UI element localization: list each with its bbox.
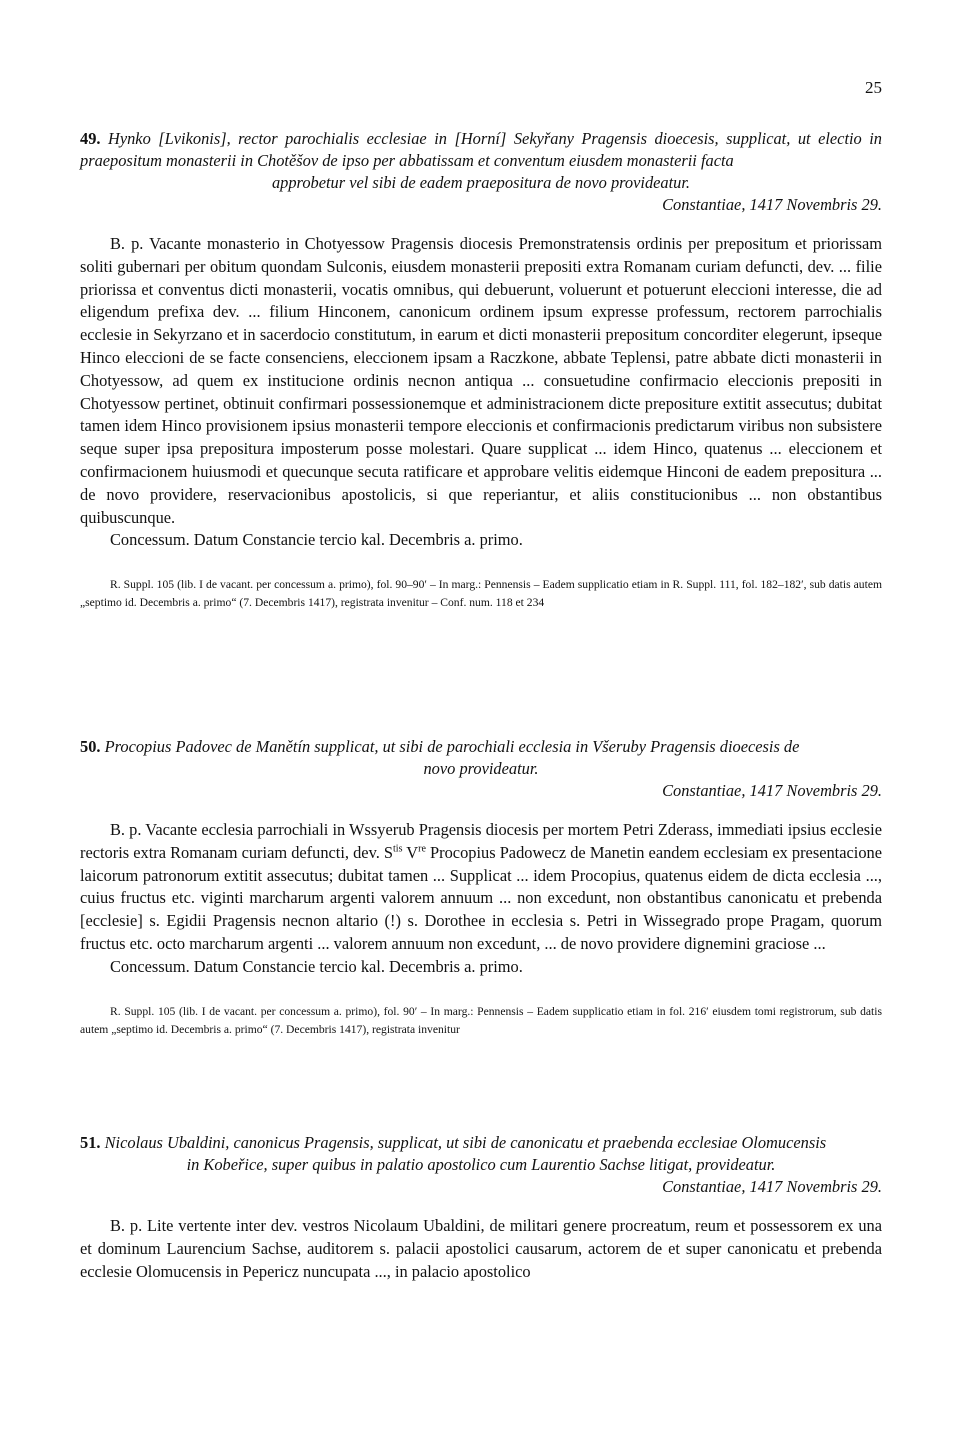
- entry-date: Constantiae, 1417 Novembris 29.: [662, 781, 882, 800]
- entry-heading-text: Nicolaus Ubaldini, canonicus Pragensis, supplicat, ut sibi de canonicatu et praebenda ecclesiae Olomucensis: [104, 1133, 827, 1152]
- body-text-a: B. p. Vacante ecclesia parrochiali in Wssyerub Pragensis diocesis per mortem Petri Zderass, immediati ipsius ecclesie rectoris extra Romanam curiam defuncti, dev. S: [80, 820, 882, 862]
- body-text-c: Procopius Padowecz de Manetin eandem ecclesiam ex presentacione laicorum patronorum extitit assecutus; dubitat tamen ... Supplicat ... idem Procopius, quatenus eidem de dicta ecclesia ..., cuius fructus etc. viginti marcharum argenti valorem annuum ... non excedunt, non obstantibus canonicatu et prebenda [ecclesie] s. Egidii Pragensis necnon altario (!) s. Dorothee in ecclesia s. Petri in Wissegrado prope Pragam, quorum fructus etc. octo marcharum argenti ... valorem annuum non excedunt, ... de novo providere dignemini graciose ...: [80, 842, 883, 953]
- entry-number: 51.: [80, 1133, 101, 1152]
- footnote-text: R. Suppl. 105 (lib. I de vacant. per concessum a. primo), fol. 90–90′ – In marg.: Pennensis – Eadem supplicatio etiam in R. Suppl. 111, fol. 182–182′, sub datis autem „septimo id. Decembris a. primo“ (7. Decembris 1417), registrata invenitur – Conf. num. 118 et 234: [80, 578, 882, 610]
- entry-heading-text: Procopius Padovec de Manětín supplicat, ut sibi de parochiali ecclesia in Všeruby Pragensis dioecesis de: [104, 737, 800, 756]
- entry-number: 50.: [80, 737, 101, 756]
- body-paragraph-concessum: Concessum. Datum Constancie tercio kal. Decembris a. primo.: [110, 956, 523, 976]
- body-paragraph-concessum: Concessum. Datum Constancie tercio kal. Decembris a. primo.: [110, 530, 523, 550]
- body-paragraph: B. p. Lite vertente inter dev. vestros Nicolaum Ubaldini, de militari genere procreatum, reum et possessorem ex una et dominum Laurencium Sachse, auditorem s. palacii apostolici causarum, actorem de et super canonicatu et prebenda ecclesie Olomucensis in Pepericz nuncupata ..., in palacio apostolico: [80, 1216, 882, 1281]
- footnote-text: R. Suppl. 105 (lib. I de vacant. per concessum a. primo), fol. 90′ – In marg.: Pennensis – Eadem supplicatio etiam in fol. 216′ eiusdem tomi registrorum, sub datis autem „septimo id. Decembris a. primo“ (7. Decembris 1417), registrata invenitur: [80, 1004, 882, 1036]
- footnote: [80, 576, 882, 612]
- superscript-tis: tis: [393, 843, 403, 855]
- entry-50: [80, 736, 882, 1039]
- entry-body: [80, 819, 882, 979]
- entry-body: [80, 233, 882, 552]
- entry-heading-cont: novo provideatur.: [423, 759, 539, 778]
- entry-heading: [80, 128, 882, 194]
- entry-heading-cont: approbetur vel sibi de eadem praepositura de novo provideatur.: [271, 173, 691, 192]
- entry-heading: [80, 1132, 882, 1176]
- entry-heading-cont: in Kobeřice, super quibus in palatio apostolico cum Laurentio Sachse litigat, provideatur.: [186, 1155, 776, 1174]
- superscript-re: re: [418, 843, 426, 855]
- body-paragraph: B. p. Vacante monasterio in Chotyessow Pragensis diocesis Premonstratensis ordinis per prepositum et priorissam soliti gubernari per obitum quondam Sulconis, eiusdem monasterii prepositi extra Romanam curiam defuncti, dev. ... filie priorissa et conventus dicti monasterii, vocatis omnibus, qui debuerunt, voluerunt et potuerunt eleccioni interesse, die ad eligendum prefixa dev. ... filium Hinconem, canonicum ordinem ipsum expresse professum, rectorem parrochialis ecclesie in Sekyrzano et in sacerdocio constitutum, in earum et dicti monasterii prepositum concorditer elegerunt, ipseque Hinco eleccioni de se facte consenciens, eleccionem ipsam a Raczkone, abbate Teplensi, patre abbate dicti monasterii in Chotyessow, ad quem ex institucione ordinis necnon antiqua ... consuetudine confirmacio eleccionis prepositi in Chotyessow pertinet, obtinuit confirmari possessionemque et administracionem dicte prepositure extitit assecutus; dubitat tamen idem Hinco provisionem ipsius monasterii tempore eleccionis et confirmacionis predictarum viribus non subsistere seque super ipsa prepositura imposterum posse molestari. Quare supplicat ... idem Hinco, quatenus ... eleccionem et confirmacionem huiusmodi et quecunque secuta ratificare et approbare velitis eidemque Hinconi de eadem prepositura ... de novo providere, reservacionibus apostolicis, si que reperiantur, et aliis constitucionibus ... non obstantibus quibuscunque.: [80, 234, 882, 527]
- page-number: 25: [865, 78, 882, 97]
- footnote: [80, 1003, 882, 1039]
- body-paragraph: [80, 819, 882, 956]
- entry-body: [80, 1215, 882, 1283]
- entry-number: 49.: [80, 129, 101, 148]
- entry-date: Constantiae, 1417 Novembris 29.: [662, 195, 882, 214]
- body-text-b: V: [402, 842, 419, 862]
- entry-51: [80, 1132, 882, 1283]
- entry-date: Constantiae, 1417 Novembris 29.: [662, 1177, 882, 1196]
- entry-heading: [80, 736, 882, 780]
- entry-heading-text: Hynko [Lvikonis], rector parochialis ecclesiae in [Horní] Sekyřany Pragensis dioecesis, supplicat, ut electio in praepositum monasterii in Chotěšov de ipso per abbatissam et conventum eiusdem monasterii facta: [80, 129, 882, 170]
- entry-49: [80, 128, 882, 612]
